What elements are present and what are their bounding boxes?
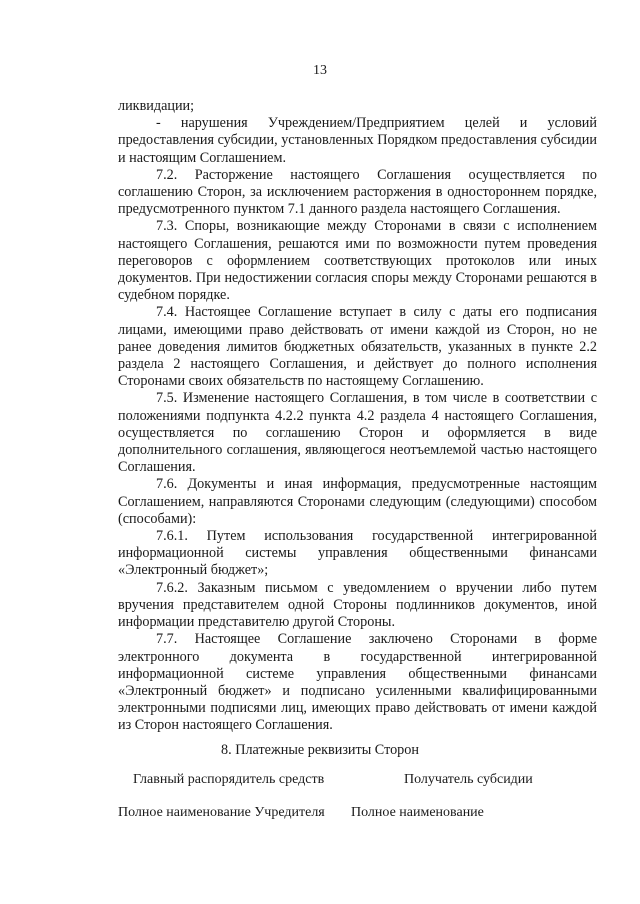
paragraph-7-6: 7.6. Документы и иная информация, предусмотренные настоящим Соглашением, направляются Сторонами следующим (следующими) способом (способами): (118, 476, 597, 527)
section-title-payment-details: 8. Платежные реквизиты Сторон (221, 742, 419, 758)
signature-left-name-label: Полное наименование Учредителя (118, 805, 325, 820)
signature-left-role: Главный распорядитель средств (133, 772, 325, 787)
agreement-body (118, 98, 597, 735)
paragraph-7-2: 7.2. Расторжение настоящего Соглашения осуществляется по соглашению Сторон, за исключением расторжения в одностороннем порядке, предусмотренного пунктом 7.1 данного раздела настоящего Соглашения. (118, 166, 597, 218)
paragraph-7-6-2: 7.6.2. Заказным письмом с уведомлением о вручении либо путем вручения представителем одной Стороны подлинников документов, иной информации представителю другой Стороны. (118, 579, 597, 631)
paragraph-liquidation: ликвидации; (118, 98, 195, 114)
signature-right-role: Получатель субсидии (404, 772, 533, 787)
page-number: 13 (313, 63, 327, 78)
paragraph-violation: - нарушения Учреждением/Предприятием целей и условий предоставления субсидии, установленных Порядком предоставления субсидии и настоящим Соглашением. (118, 115, 597, 166)
paragraph-7-6-1: 7.6.1. Путем использования государственной интегрированной информационной системы управления общественными финансами «Электронный бюджет»; (118, 528, 597, 579)
paragraph-7-5: 7.5. Изменение настоящего Соглашения, в том числе в соответствии с положениями подпункта 4.2.2 пункта 4.2 раздела 4 настоящего Соглашения, осуществляется по соглашению Сторон и оформляется в виде дополнительного соглашения, являющегося неотъемлемой частью настоящего Соглашения. (118, 390, 597, 476)
paragraph-7-4: 7.4. Настоящее Соглашение вступает в силу с даты его подписания лицами, имеющими право действовать от имени каждой из Сторон, но не ранее доведения лимитов бюджетных обязательств, указанных в пункте 2.2 раздела 2 настоящего Соглашения, и действует до полного исполнения Сторонами своих обязательств по настоящему Соглашению. (118, 304, 597, 390)
paragraph-7-3: 7.3. Споры, возникающие между Сторонами в связи с исполнением настоящего Соглашения, решаются ими по возможности путем проведения переговоров с оформлением соответствующих протоколов или иных документов. При недостижении согласия споры между Сторонами решаются в судебном порядке. (118, 218, 597, 304)
signature-right-name-label: Полное наименование (351, 805, 484, 820)
paragraph-7-7: 7.7. Настоящее Соглашение заключено Сторонами в форме электронного документа в государственной интегрированной информационной системе управления общественными финансами «Электронный бюджет» и подписано усиленными квалифицированными электронными подписями лиц, имеющих право действовать от имени каждой из Сторон настоящего Соглашения. (118, 631, 597, 734)
